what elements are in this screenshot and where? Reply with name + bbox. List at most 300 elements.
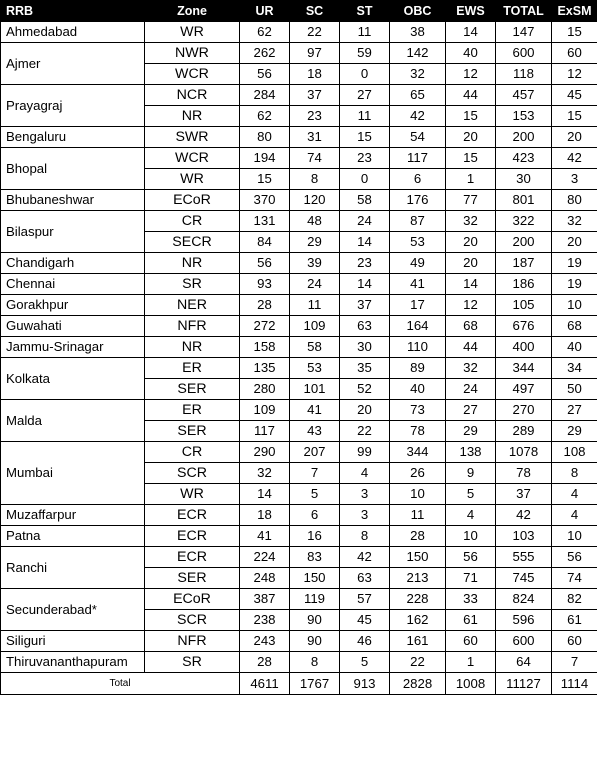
obc-cell: 117 (390, 148, 446, 169)
st-cell: 99 (340, 442, 390, 463)
total-cell: 322 (496, 211, 552, 232)
total-cell: 600 (496, 43, 552, 64)
exsm-cell: 4 (552, 505, 597, 526)
ur-cell: 135 (240, 358, 290, 379)
exsm-cell: 40 (552, 337, 597, 358)
st-cell: 3 (340, 505, 390, 526)
st-cell: 3 (340, 484, 390, 505)
sc-cell: 24 (290, 274, 340, 295)
obc-cell: 49 (390, 253, 446, 274)
rrb-cell: Bengaluru (1, 127, 145, 148)
ur-cell: 272 (240, 316, 290, 337)
total-cell: 103 (496, 526, 552, 547)
ur-cell: 290 (240, 442, 290, 463)
sc-cell: 8 (290, 169, 340, 190)
ews-cell: 32 (446, 358, 496, 379)
total-cell: 423 (496, 148, 552, 169)
exsm-cell: 27 (552, 400, 597, 421)
ur-cell: 80 (240, 127, 290, 148)
total-cell: 64 (496, 652, 552, 673)
total-cell: 270 (496, 400, 552, 421)
table-row (1, 43, 597, 64)
sc-cell: 120 (290, 190, 340, 211)
ur-cell: 158 (240, 337, 290, 358)
rrb-cell: Bilaspur (1, 211, 145, 253)
exsm-cell: 32 (552, 211, 597, 232)
sc-cell: 18 (290, 64, 340, 85)
rrb-cell: Patna (1, 526, 145, 547)
obc-cell: 40 (390, 379, 446, 400)
rrb-cell: Secunderabad* (1, 589, 145, 631)
ews-cell: 68 (446, 316, 496, 337)
obc-cell: 38 (390, 22, 446, 43)
zone-cell: NCR (145, 85, 240, 106)
table-row (1, 547, 597, 568)
col-header-zone: Zone (145, 1, 240, 22)
st-cell: 20 (340, 400, 390, 421)
total-row (1, 673, 597, 695)
zone-cell: WCR (145, 148, 240, 169)
exsm-cell: 20 (552, 127, 597, 148)
col-header-sc: SC (290, 1, 340, 22)
table-row (1, 505, 597, 526)
exsm-cell: 82 (552, 589, 597, 610)
zone-cell: NFR (145, 316, 240, 337)
table-row (1, 211, 597, 232)
rrb-cell: Kolkata (1, 358, 145, 400)
ews-cell: 14 (446, 274, 496, 295)
st-cell: 30 (340, 337, 390, 358)
total-cell: 105 (496, 295, 552, 316)
zone-cell: SCR (145, 463, 240, 484)
table-row (1, 442, 597, 463)
zone-cell: SR (145, 274, 240, 295)
zone-cell: CR (145, 211, 240, 232)
total-total: 11127 (496, 673, 552, 695)
table-row (1, 85, 597, 106)
ews-cell: 12 (446, 64, 496, 85)
obc-cell: 110 (390, 337, 446, 358)
sc-cell: 7 (290, 463, 340, 484)
table-body (1, 22, 597, 673)
zone-cell: NR (145, 253, 240, 274)
total-cell: 118 (496, 64, 552, 85)
table-row (1, 358, 597, 379)
ur-cell: 28 (240, 652, 290, 673)
ur-cell: 243 (240, 631, 290, 652)
header-row (1, 1, 597, 22)
ews-cell: 9 (446, 463, 496, 484)
st-cell: 63 (340, 316, 390, 337)
ews-cell: 71 (446, 568, 496, 589)
ur-cell: 56 (240, 64, 290, 85)
rrb-cell: Chennai (1, 274, 145, 295)
sc-cell: 207 (290, 442, 340, 463)
obc-cell: 164 (390, 316, 446, 337)
ews-cell: 32 (446, 211, 496, 232)
total-cell: 457 (496, 85, 552, 106)
ur-cell: 62 (240, 22, 290, 43)
st-cell: 0 (340, 64, 390, 85)
total-cell: 555 (496, 547, 552, 568)
sc-cell: 74 (290, 148, 340, 169)
rrb-cell: Jammu-Srinagar (1, 337, 145, 358)
sc-cell: 43 (290, 421, 340, 442)
st-cell: 24 (340, 211, 390, 232)
ews-cell: 27 (446, 400, 496, 421)
zone-cell: SER (145, 379, 240, 400)
ews-cell: 29 (446, 421, 496, 442)
zone-cell: SCR (145, 610, 240, 631)
ews-cell: 24 (446, 379, 496, 400)
obc-cell: 32 (390, 64, 446, 85)
rrb-cell: Thiruvananthapuram (1, 652, 145, 673)
rrb-cell: Muzaffarpur (1, 505, 145, 526)
exsm-cell: 19 (552, 253, 597, 274)
obc-cell: 11 (390, 505, 446, 526)
ews-cell: 14 (446, 22, 496, 43)
obc-cell: 28 (390, 526, 446, 547)
sc-cell: 101 (290, 379, 340, 400)
exsm-cell: 68 (552, 316, 597, 337)
total-cell: 596 (496, 610, 552, 631)
ur-cell: 248 (240, 568, 290, 589)
rrb-cell: Prayagraj (1, 85, 145, 127)
zone-cell: SECR (145, 232, 240, 253)
exsm-cell: 4 (552, 484, 597, 505)
table-row (1, 652, 597, 673)
zone-cell: SR (145, 652, 240, 673)
ews-cell: 20 (446, 232, 496, 253)
sc-cell: 22 (290, 22, 340, 43)
table-footer (1, 673, 597, 695)
col-header-ur: UR (240, 1, 290, 22)
exsm-cell: 45 (552, 85, 597, 106)
ur-cell: 15 (240, 169, 290, 190)
total-cell: 289 (496, 421, 552, 442)
total-ur: 4611 (240, 673, 290, 695)
table-row (1, 295, 597, 316)
table-row (1, 22, 597, 43)
ur-cell: 280 (240, 379, 290, 400)
obc-cell: 162 (390, 610, 446, 631)
st-cell: 14 (340, 274, 390, 295)
obc-cell: 78 (390, 421, 446, 442)
ews-cell: 20 (446, 127, 496, 148)
zone-cell: ECoR (145, 190, 240, 211)
sc-cell: 48 (290, 211, 340, 232)
zone-cell: SER (145, 421, 240, 442)
total-cell: 42 (496, 505, 552, 526)
table-row (1, 274, 597, 295)
ews-cell: 4 (446, 505, 496, 526)
obc-cell: 150 (390, 547, 446, 568)
total-ews: 1008 (446, 673, 496, 695)
st-cell: 46 (340, 631, 390, 652)
obc-cell: 65 (390, 85, 446, 106)
sc-cell: 29 (290, 232, 340, 253)
exsm-cell: 42 (552, 148, 597, 169)
st-cell: 37 (340, 295, 390, 316)
st-cell: 5 (340, 652, 390, 673)
total-cell: 153 (496, 106, 552, 127)
rrb-cell: Ajmer (1, 43, 145, 85)
st-cell: 57 (340, 589, 390, 610)
sc-cell: 41 (290, 400, 340, 421)
rrb-cell: Ahmedabad (1, 22, 145, 43)
rrb-cell: Chandigarh (1, 253, 145, 274)
obc-cell: 41 (390, 274, 446, 295)
ur-cell: 387 (240, 589, 290, 610)
ews-cell: 20 (446, 253, 496, 274)
st-cell: 58 (340, 190, 390, 211)
obc-cell: 53 (390, 232, 446, 253)
zone-cell: ECoR (145, 589, 240, 610)
st-cell: 23 (340, 253, 390, 274)
zone-cell: NER (145, 295, 240, 316)
st-cell: 23 (340, 148, 390, 169)
rrb-cell: Bhubaneshwar (1, 190, 145, 211)
ur-cell: 109 (240, 400, 290, 421)
obc-cell: 228 (390, 589, 446, 610)
zone-cell: NR (145, 337, 240, 358)
exsm-cell: 80 (552, 190, 597, 211)
ews-cell: 138 (446, 442, 496, 463)
st-cell: 11 (340, 106, 390, 127)
sc-cell: 90 (290, 631, 340, 652)
exsm-cell: 108 (552, 442, 597, 463)
st-cell: 63 (340, 568, 390, 589)
ews-cell: 40 (446, 43, 496, 64)
ews-cell: 60 (446, 631, 496, 652)
exsm-cell: 20 (552, 232, 597, 253)
zone-cell: ECR (145, 547, 240, 568)
exsm-cell: 60 (552, 631, 597, 652)
col-header-st: ST (340, 1, 390, 22)
total-cell: 497 (496, 379, 552, 400)
zone-cell: ER (145, 400, 240, 421)
ur-cell: 117 (240, 421, 290, 442)
total-sc: 1767 (290, 673, 340, 695)
table-row (1, 316, 597, 337)
st-cell: 14 (340, 232, 390, 253)
st-cell: 52 (340, 379, 390, 400)
table-row (1, 589, 597, 610)
sc-cell: 16 (290, 526, 340, 547)
st-cell: 0 (340, 169, 390, 190)
total-st: 913 (340, 673, 390, 695)
total-cell: 676 (496, 316, 552, 337)
sc-cell: 53 (290, 358, 340, 379)
zone-cell: WR (145, 484, 240, 505)
exsm-cell: 12 (552, 64, 597, 85)
total-cell: 30 (496, 169, 552, 190)
zone-cell: NR (145, 106, 240, 127)
st-cell: 42 (340, 547, 390, 568)
ur-cell: 93 (240, 274, 290, 295)
rrb-cell: Malda (1, 400, 145, 442)
ews-cell: 56 (446, 547, 496, 568)
total-cell: 400 (496, 337, 552, 358)
zone-cell: ER (145, 358, 240, 379)
st-cell: 4 (340, 463, 390, 484)
total-cell: 745 (496, 568, 552, 589)
total-label: Total (1, 673, 240, 695)
exsm-cell: 15 (552, 22, 597, 43)
sc-cell: 97 (290, 43, 340, 64)
obc-cell: 87 (390, 211, 446, 232)
exsm-cell: 15 (552, 106, 597, 127)
table-row (1, 253, 597, 274)
ews-cell: 77 (446, 190, 496, 211)
obc-cell: 161 (390, 631, 446, 652)
total-cell: 1078 (496, 442, 552, 463)
total-cell: 187 (496, 253, 552, 274)
total-cell: 37 (496, 484, 552, 505)
ur-cell: 28 (240, 295, 290, 316)
sc-cell: 150 (290, 568, 340, 589)
sc-cell: 58 (290, 337, 340, 358)
sc-cell: 119 (290, 589, 340, 610)
sc-cell: 109 (290, 316, 340, 337)
col-header-rrb: RRB (1, 1, 145, 22)
exsm-cell: 29 (552, 421, 597, 442)
exsm-cell: 34 (552, 358, 597, 379)
rrb-cell: Bhopal (1, 148, 145, 190)
obc-cell: 42 (390, 106, 446, 127)
ews-cell: 44 (446, 337, 496, 358)
ur-cell: 14 (240, 484, 290, 505)
exsm-cell: 10 (552, 295, 597, 316)
ur-cell: 56 (240, 253, 290, 274)
zone-cell: WR (145, 22, 240, 43)
zone-cell: CR (145, 442, 240, 463)
sc-cell: 8 (290, 652, 340, 673)
table-row (1, 400, 597, 421)
exsm-cell: 3 (552, 169, 597, 190)
ews-cell: 5 (446, 484, 496, 505)
zone-cell: ECR (145, 505, 240, 526)
table-row (1, 127, 597, 148)
exsm-cell: 61 (552, 610, 597, 631)
table-row (1, 190, 597, 211)
sc-cell: 90 (290, 610, 340, 631)
ur-cell: 370 (240, 190, 290, 211)
total-cell: 344 (496, 358, 552, 379)
sc-cell: 11 (290, 295, 340, 316)
rrb-cell: Siliguri (1, 631, 145, 652)
total-cell: 600 (496, 631, 552, 652)
ur-cell: 18 (240, 505, 290, 526)
ews-cell: 1 (446, 169, 496, 190)
rrb-cell: Gorakhpur (1, 295, 145, 316)
zone-cell: NWR (145, 43, 240, 64)
obc-cell: 344 (390, 442, 446, 463)
ur-cell: 131 (240, 211, 290, 232)
zone-cell: ECR (145, 526, 240, 547)
total-cell: 200 (496, 127, 552, 148)
sc-cell: 39 (290, 253, 340, 274)
ur-cell: 62 (240, 106, 290, 127)
obc-cell: 54 (390, 127, 446, 148)
st-cell: 15 (340, 127, 390, 148)
exsm-cell: 56 (552, 547, 597, 568)
st-cell: 59 (340, 43, 390, 64)
exsm-cell: 8 (552, 463, 597, 484)
sc-cell: 31 (290, 127, 340, 148)
zone-cell: WCR (145, 64, 240, 85)
obc-cell: 142 (390, 43, 446, 64)
ews-cell: 15 (446, 148, 496, 169)
obc-cell: 73 (390, 400, 446, 421)
col-header-total: TOTAL (496, 1, 552, 22)
ur-cell: 238 (240, 610, 290, 631)
ews-cell: 12 (446, 295, 496, 316)
col-header-exsm: ExSM (552, 1, 597, 22)
st-cell: 45 (340, 610, 390, 631)
ews-cell: 44 (446, 85, 496, 106)
rrb-cell: Mumbai (1, 442, 145, 505)
total-cell: 186 (496, 274, 552, 295)
st-cell: 22 (340, 421, 390, 442)
ews-cell: 61 (446, 610, 496, 631)
obc-cell: 89 (390, 358, 446, 379)
ews-cell: 10 (446, 526, 496, 547)
ur-cell: 41 (240, 526, 290, 547)
obc-cell: 22 (390, 652, 446, 673)
zone-cell: SWR (145, 127, 240, 148)
total-cell: 147 (496, 22, 552, 43)
obc-cell: 10 (390, 484, 446, 505)
obc-cell: 213 (390, 568, 446, 589)
ur-cell: 262 (240, 43, 290, 64)
exsm-cell: 19 (552, 274, 597, 295)
ur-cell: 84 (240, 232, 290, 253)
zone-cell: WR (145, 169, 240, 190)
exsm-cell: 60 (552, 43, 597, 64)
ews-cell: 1 (446, 652, 496, 673)
st-cell: 27 (340, 85, 390, 106)
obc-cell: 6 (390, 169, 446, 190)
table-row (1, 631, 597, 652)
table-row (1, 526, 597, 547)
col-header-ews: EWS (446, 1, 496, 22)
obc-cell: 17 (390, 295, 446, 316)
sc-cell: 83 (290, 547, 340, 568)
obc-cell: 176 (390, 190, 446, 211)
obc-cell: 26 (390, 463, 446, 484)
total-cell: 801 (496, 190, 552, 211)
zone-cell: SER (145, 568, 240, 589)
sc-cell: 6 (290, 505, 340, 526)
total-obc: 2828 (390, 673, 446, 695)
ur-cell: 194 (240, 148, 290, 169)
ur-cell: 224 (240, 547, 290, 568)
rrb-cell: Ranchi (1, 547, 145, 589)
table-header (1, 1, 597, 22)
total-cell: 200 (496, 232, 552, 253)
exsm-cell: 7 (552, 652, 597, 673)
st-cell: 35 (340, 358, 390, 379)
total-cell: 824 (496, 589, 552, 610)
col-header-obc: OBC (390, 1, 446, 22)
sc-cell: 37 (290, 85, 340, 106)
zone-cell: NFR (145, 631, 240, 652)
rrb-cell: Guwahati (1, 316, 145, 337)
st-cell: 8 (340, 526, 390, 547)
table-row (1, 148, 597, 169)
total-exsm: 1114 (552, 673, 597, 695)
